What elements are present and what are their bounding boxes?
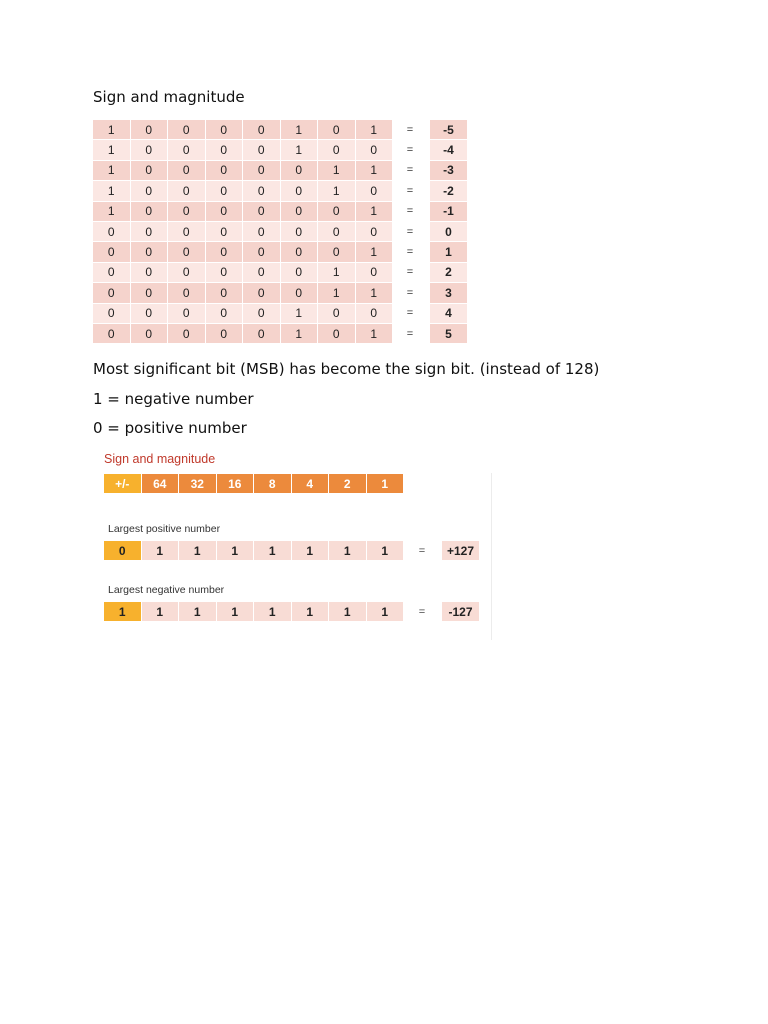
bit-cell: 0 [281, 242, 318, 261]
bit-cell: 0 [131, 222, 168, 241]
table-row [93, 161, 467, 181]
bit-cell: 0 [243, 181, 280, 200]
bit-cell: 0 [93, 283, 130, 302]
bit-cell: 0 [281, 181, 318, 200]
place-value-cell: 16 [217, 474, 254, 493]
result-cell: 0 [430, 222, 467, 241]
bit-cell: 0 [168, 161, 205, 180]
bit-cell: 0 [243, 140, 280, 159]
sign-header-cell: +/- [104, 474, 141, 493]
bit-cell: 0 [168, 242, 205, 261]
bit-cell: 1 [142, 541, 179, 560]
equals-cell: = [418, 544, 426, 557]
bit-cell: 0 [93, 304, 130, 323]
result-cell: -127 [442, 602, 479, 621]
bit-cell: 0 [168, 304, 205, 323]
bit-cell: 0 [243, 263, 280, 282]
bit-cell: 0 [168, 263, 205, 282]
equals-cell: = [393, 304, 427, 323]
bit-cell: 0 [356, 140, 393, 159]
bit-cell: 0 [206, 242, 243, 261]
bit-cell: 0 [318, 324, 355, 343]
bit-cell: 1 [93, 140, 130, 159]
bit-cell: 1 [292, 541, 329, 560]
bit-cell: 0 [356, 222, 393, 241]
bit-cell: 0 [318, 242, 355, 261]
bit-cell: 0 [131, 120, 168, 139]
table-row [93, 120, 467, 140]
sign-magnitude-figure [93, 448, 493, 640]
table-row [93, 263, 467, 283]
bit-cell: 0 [356, 263, 393, 282]
bit-cell: 0 [206, 120, 243, 139]
bit-cell: 1 [179, 602, 216, 621]
bit-cell: 1 [356, 242, 393, 261]
bit-cell: 1 [217, 602, 254, 621]
bit-cell: 0 [281, 222, 318, 241]
negative-explanation: 1 = negative number [93, 390, 254, 408]
place-value-cell: 4 [292, 474, 329, 493]
result-cell: +127 [442, 541, 479, 560]
table-row [93, 202, 467, 222]
bit-cell: 0 [206, 263, 243, 282]
equals-cell: = [393, 324, 427, 343]
bit-cell: 0 [243, 283, 280, 302]
bit-cell: 1 [281, 324, 318, 343]
bit-cell: 1 [281, 120, 318, 139]
bit-cell: 0 [356, 181, 393, 200]
equals-cell: = [393, 222, 427, 241]
bit-cell: 0 [131, 283, 168, 302]
bit-cell: 0 [243, 304, 280, 323]
bit-cell: 0 [318, 140, 355, 159]
bit-cell: 0 [206, 222, 243, 241]
table-row [93, 324, 467, 344]
bit-cell: 1 [217, 541, 254, 560]
bit-cell: 0 [243, 222, 280, 241]
bit-cell: 0 [243, 324, 280, 343]
bit-cell: 0 [131, 140, 168, 159]
equals-cell: = [393, 283, 427, 302]
equals-cell: = [393, 120, 427, 139]
bit-cell: 1 [356, 202, 393, 221]
bit-cell: 0 [318, 304, 355, 323]
bit-cell: 0 [243, 161, 280, 180]
bit-cell: 1 [179, 541, 216, 560]
bit-cell: 0 [168, 140, 205, 159]
bit-cell: 0 [281, 202, 318, 221]
equals-cell: = [393, 181, 427, 200]
bit-cell: 1 [93, 202, 130, 221]
sign-magnitude-table [93, 120, 467, 344]
place-value-header-row [104, 474, 404, 493]
bit-cell: 0 [206, 202, 243, 221]
bit-cell: 0 [206, 324, 243, 343]
bit-cell: 0 [131, 161, 168, 180]
result-cell: -1 [430, 202, 467, 221]
bit-cell: 1 [142, 602, 179, 621]
equals-cell: = [393, 242, 427, 261]
result-cell: -2 [430, 181, 467, 200]
bit-cell: 0 [318, 120, 355, 139]
bit-cell: 0 [168, 181, 205, 200]
largest-negative-label: Largest negative number [108, 584, 225, 596]
equals-cell: = [393, 161, 427, 180]
table-row [93, 283, 467, 303]
figure-edge-line [491, 473, 492, 640]
bit-cell: 0 [168, 324, 205, 343]
bit-cell: 0 [168, 120, 205, 139]
largest-positive-row [104, 541, 479, 560]
table-row [93, 242, 467, 262]
table-row [93, 181, 467, 201]
bit-cell: 1 [356, 283, 393, 302]
bit-cell: 0 [243, 202, 280, 221]
bit-cell: 1 [93, 120, 130, 139]
bit-cell: 0 [131, 263, 168, 282]
bit-cell: 1 [254, 541, 291, 560]
bit-cell: 1 [367, 541, 404, 560]
bit-cell: 0 [281, 161, 318, 180]
bit-cell: 0 [318, 202, 355, 221]
bit-cell: 0 [131, 202, 168, 221]
sign-bit-cell: 0 [104, 541, 141, 560]
bit-cell: 0 [131, 181, 168, 200]
bit-cell: 0 [243, 120, 280, 139]
bit-cell: 0 [281, 263, 318, 282]
place-value-cell: 1 [367, 474, 404, 493]
bit-cell: 0 [281, 283, 318, 302]
bit-cell: 0 [93, 222, 130, 241]
place-value-cell: 8 [254, 474, 291, 493]
bit-cell: 0 [206, 140, 243, 159]
table-row [93, 222, 467, 242]
equals-cell: = [393, 202, 427, 221]
equals-cell: = [393, 140, 427, 159]
equals-cell: = [418, 605, 426, 618]
bit-cell: 0 [206, 181, 243, 200]
bit-cell: 0 [93, 242, 130, 261]
figure-title: Sign and magnitude [104, 452, 216, 466]
result-cell: 5 [430, 324, 467, 343]
bit-cell: 1 [254, 602, 291, 621]
equals-cell: = [393, 263, 427, 282]
result-cell: 1 [430, 242, 467, 261]
bit-cell: 0 [131, 324, 168, 343]
bit-cell: 1 [281, 304, 318, 323]
place-value-cell: 2 [329, 474, 366, 493]
place-value-cell: 32 [179, 474, 216, 493]
table-row [93, 140, 467, 160]
sign-bit-cell: 1 [104, 602, 141, 621]
bit-cell: 1 [93, 161, 130, 180]
largest-negative-row [104, 602, 479, 621]
result-cell: 4 [430, 304, 467, 323]
table-row [93, 304, 467, 324]
result-cell: 2 [430, 263, 467, 282]
bit-cell: 1 [329, 602, 366, 621]
bit-cell: 0 [168, 222, 205, 241]
bit-cell: 1 [318, 181, 355, 200]
bit-cell: 1 [281, 140, 318, 159]
result-cell: -3 [430, 161, 467, 180]
bit-cell: 0 [243, 242, 280, 261]
bit-cell: 1 [318, 161, 355, 180]
bit-cell: 1 [329, 541, 366, 560]
bit-cell: 1 [93, 181, 130, 200]
place-value-cell: 64 [142, 474, 179, 493]
bit-cell: 1 [367, 602, 404, 621]
bit-cell: 0 [93, 263, 130, 282]
bit-cell: 0 [131, 304, 168, 323]
bit-cell: 1 [356, 120, 393, 139]
result-cell: -5 [430, 120, 467, 139]
bit-cell: 1 [292, 602, 329, 621]
bit-cell: 0 [206, 304, 243, 323]
bit-cell: 0 [356, 304, 393, 323]
positive-explanation: 0 = positive number [93, 419, 247, 437]
bit-cell: 0 [131, 242, 168, 261]
bit-cell: 0 [318, 222, 355, 241]
result-cell: -4 [430, 140, 467, 159]
bit-cell: 1 [318, 283, 355, 302]
bit-cell: 0 [206, 161, 243, 180]
document-heading: Sign and magnitude [93, 88, 245, 106]
largest-positive-label: Largest positive number [108, 523, 221, 535]
bit-cell: 1 [356, 324, 393, 343]
bit-cell: 0 [206, 283, 243, 302]
result-cell: 3 [430, 283, 467, 302]
msb-explanation: Most significant bit (MSB) has become the sign bit. (instead of 128) [93, 360, 600, 378]
bit-cell: 0 [93, 324, 130, 343]
bit-cell: 0 [168, 202, 205, 221]
bit-cell: 1 [356, 161, 393, 180]
bit-cell: 1 [318, 263, 355, 282]
bit-cell: 0 [168, 283, 205, 302]
